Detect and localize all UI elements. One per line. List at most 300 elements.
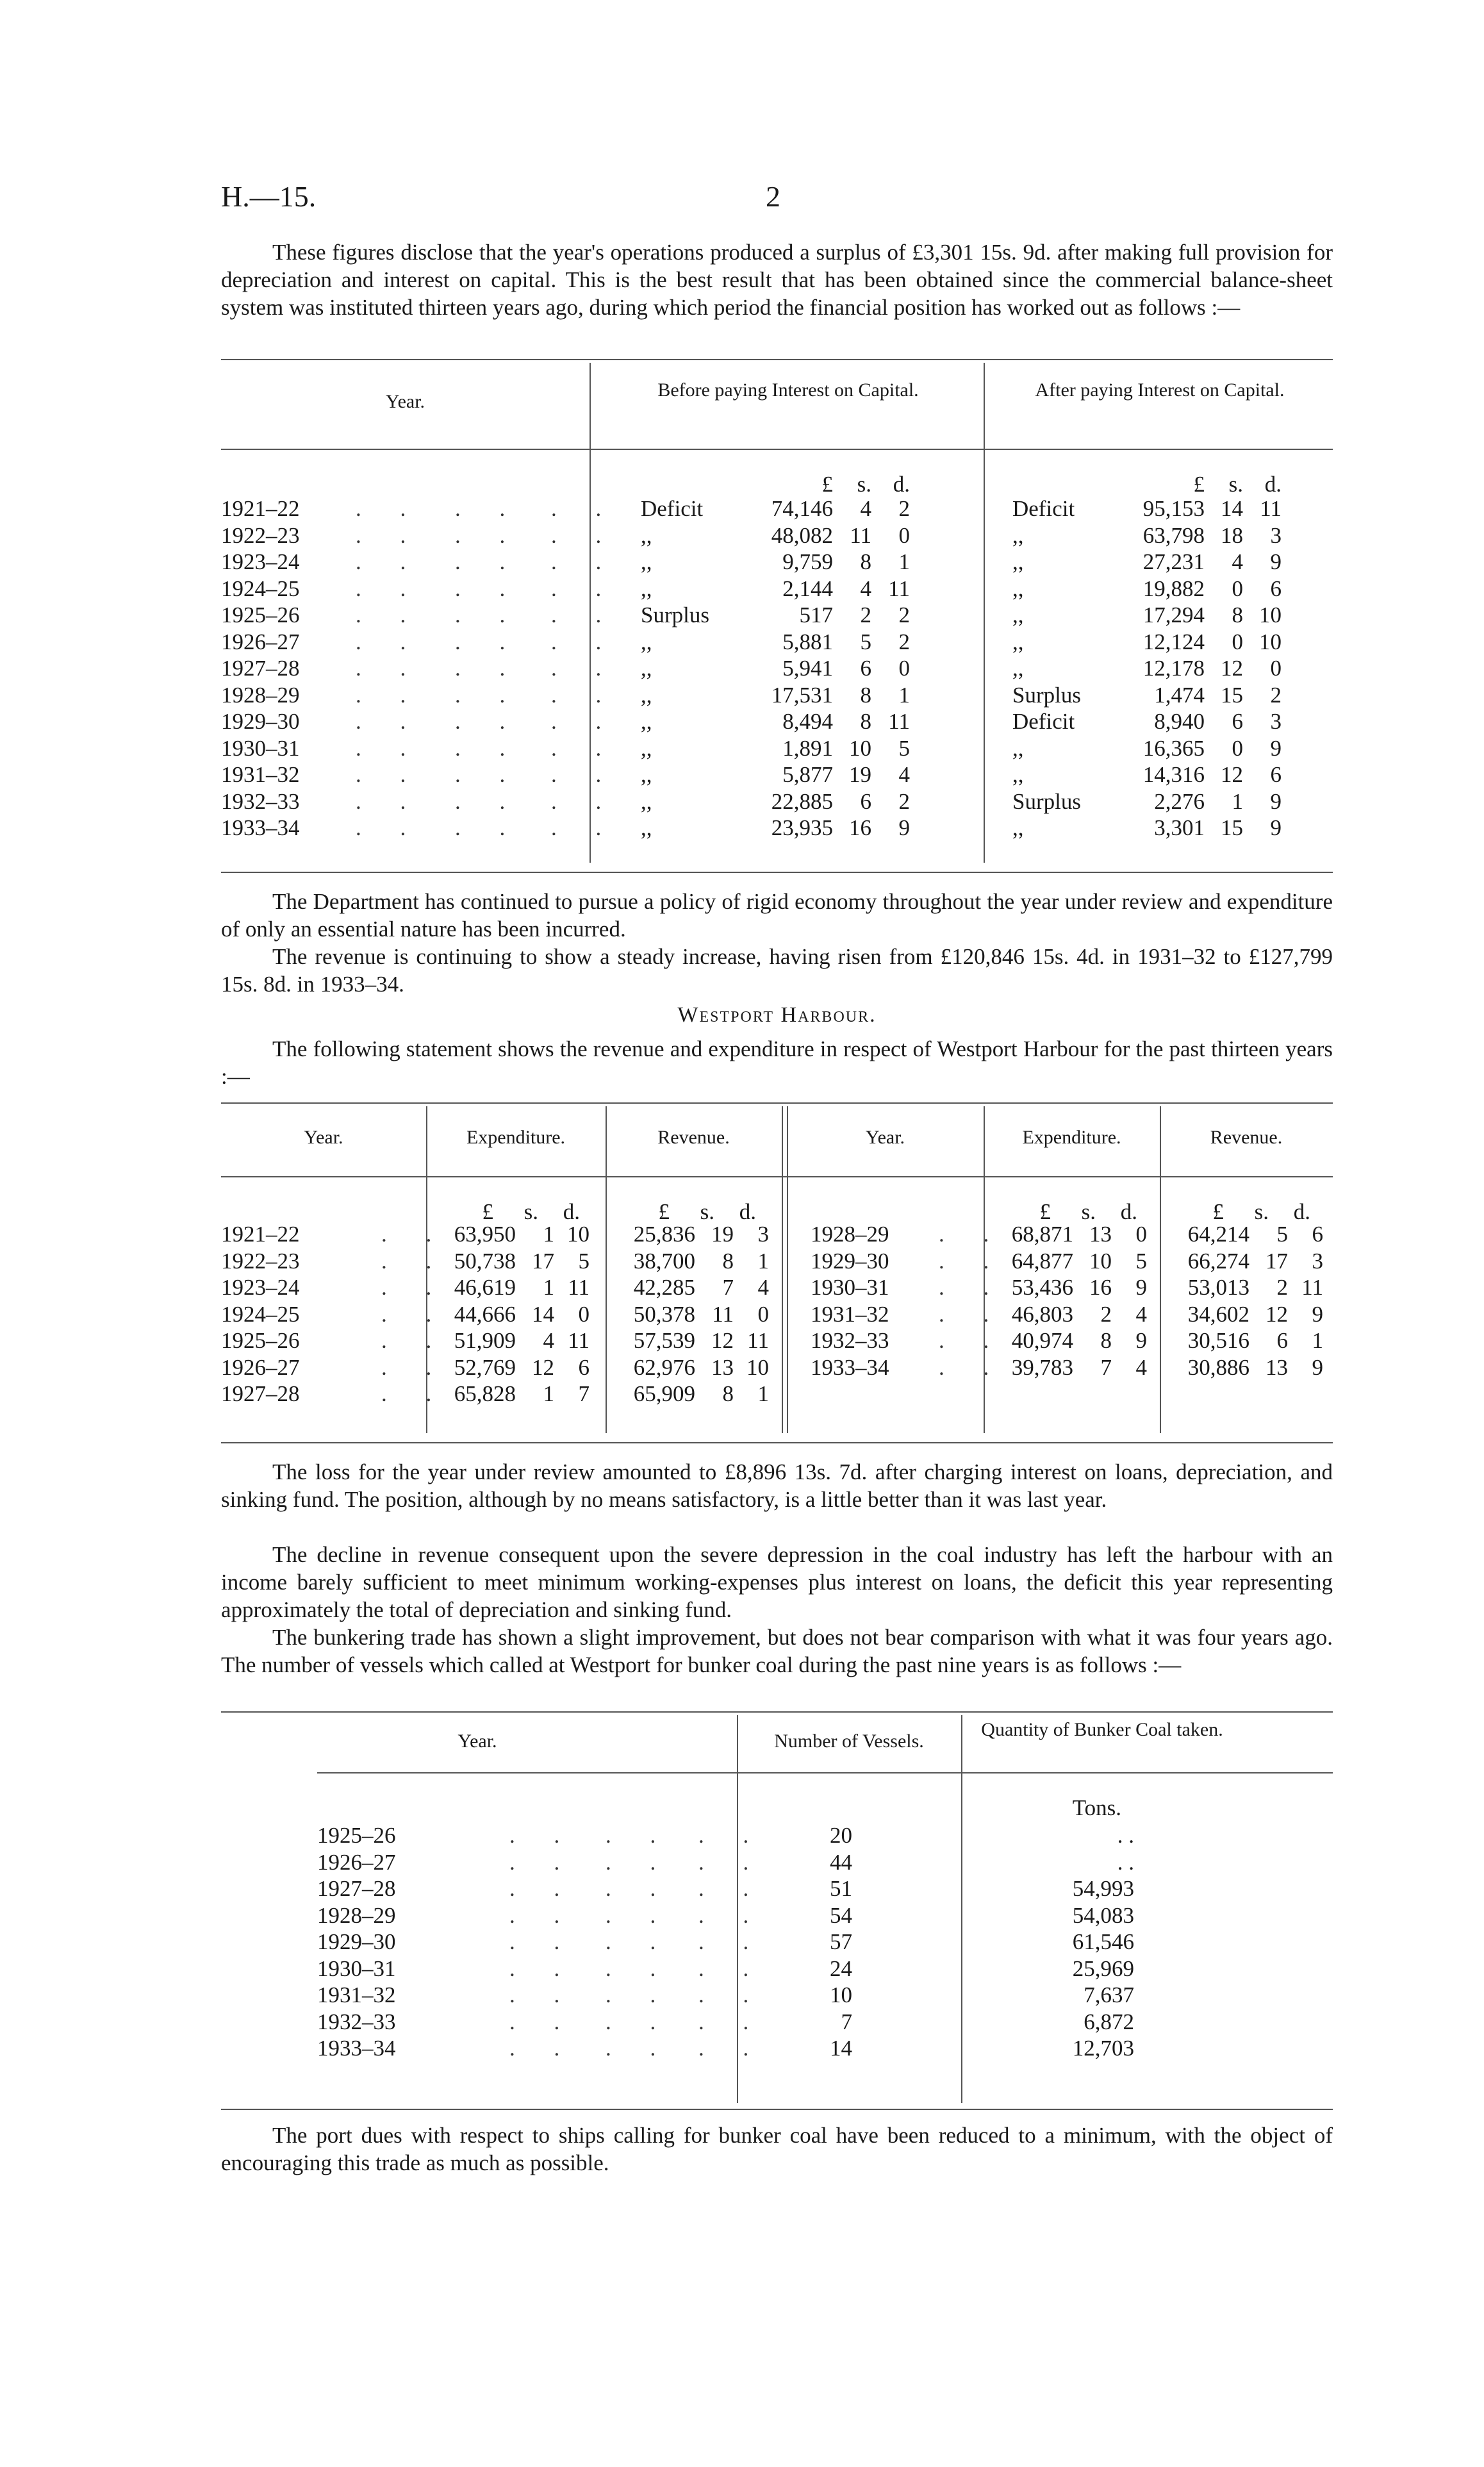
table2-rev-pence-right: 1 <box>1312 1328 1323 1353</box>
table2-exp-pounds-right: 64,877 <box>1011 1248 1073 1274</box>
table2-rev-pounds-right: 30,886 <box>1187 1354 1249 1380</box>
table1-after-label: ,, <box>1012 576 1024 601</box>
table3-vessels: 20 <box>830 1823 852 1848</box>
table3-year: 1929–30 <box>317 1929 396 1954</box>
table1-leader: . . <box>356 496 423 521</box>
t1-unit-s-after: s. <box>1228 472 1243 497</box>
table3-header-coal: Quantity of Bunker Coal taken. <box>981 1719 1223 1740</box>
table2-unit-d-exp-right: d. <box>1120 1199 1137 1224</box>
table2-rev-shillings-right: 12 <box>1266 1301 1288 1327</box>
document-reference: H.—15. <box>221 180 317 213</box>
table3-vessels: 51 <box>830 1876 852 1901</box>
table3-leader: . . <box>509 2036 577 2061</box>
table1-after-label: ,, <box>1012 602 1024 627</box>
table3-bottom-rule <box>221 2109 1333 2110</box>
table3-leader: . . <box>606 1956 673 1981</box>
table2-leader-right: . . <box>939 1328 1006 1353</box>
table1-after-shillings: 12 <box>1221 762 1243 787</box>
table1-year: 1926–27 <box>221 629 300 654</box>
table1-bottom-rule <box>221 872 1333 873</box>
table3-leader: . . <box>509 1982 577 2007</box>
table2-leader-right: . . <box>939 1354 1006 1380</box>
table2-exp-shillings-right: 2 <box>1100 1301 1112 1327</box>
table3-leader: . . <box>606 1849 673 1875</box>
table1-before-pounds: 5,877 <box>782 762 833 787</box>
table2-rev-shillings-right: 13 <box>1266 1354 1288 1380</box>
table2-exp-pence-left: 11 <box>568 1328 589 1353</box>
table2-rev-shillings-left: 12 <box>711 1328 734 1353</box>
table1-before-shillings: 8 <box>860 682 871 708</box>
table1-after-shillings: 15 <box>1221 815 1243 840</box>
table1-year: 1921–22 <box>221 496 300 521</box>
table2-rev-pence-left: 3 <box>757 1222 769 1247</box>
table1-after-pence: 3 <box>1270 522 1282 548</box>
table2-rev-pence-left: 11 <box>747 1328 769 1353</box>
table3-unit-tons: Tons. <box>1072 1795 1121 1820</box>
table2-exp-shillings-left: 1 <box>543 1275 554 1300</box>
table2-unit-s-exp-right: s. <box>1081 1199 1096 1224</box>
table1-after-label: Surplus <box>1012 788 1081 814</box>
table3-leader: . . <box>509 1956 577 1981</box>
table2-rev-pounds-left: 25,836 <box>633 1222 695 1247</box>
table2-leader-left: . . <box>381 1354 449 1380</box>
paragraph-port-dues <box>221 2122 1333 2177</box>
table1-leader: . . <box>551 602 618 627</box>
table2-exp-pence-right: 4 <box>1135 1354 1147 1380</box>
table3-top-rule <box>221 1711 1333 1713</box>
table2-exp-pounds-left: 52,769 <box>454 1354 516 1380</box>
table1-leader: . . <box>551 576 618 601</box>
table2-exp-pence-left: 7 <box>578 1381 589 1406</box>
table1-before-pence: 2 <box>898 602 910 627</box>
table1-before-pence: 2 <box>898 496 910 521</box>
table3-vessels: 7 <box>841 2009 852 2034</box>
table1-after-pounds: 16,365 <box>1142 735 1205 761</box>
paragraph-westport-intro <box>221 1035 1333 1090</box>
table2-exp-pence-right: 9 <box>1135 1275 1147 1300</box>
table1-after-pounds: 14,316 <box>1142 762 1205 787</box>
table2-exp-pence-left: 5 <box>578 1248 589 1274</box>
table1-leader: . . <box>455 549 522 574</box>
table2-exp-pounds-left: 51,909 <box>454 1328 516 1353</box>
table3-leader: . . <box>509 1902 577 1928</box>
table2-unit-d-rev-right: d. <box>1293 1199 1310 1224</box>
paragraph-economy <box>221 888 1333 943</box>
table1-leader: . . <box>455 656 522 681</box>
table1-before-pounds: 74,146 <box>771 496 833 521</box>
table1-after-label: ,, <box>1012 549 1024 574</box>
table1-after-label: ,, <box>1012 656 1024 681</box>
table3-tons: 12,703 <box>1072 2036 1134 2061</box>
table1-before-label: ,, <box>641 656 652 681</box>
t1-unit-l-before: £ <box>821 472 833 497</box>
table1-year: 1931–32 <box>221 762 300 787</box>
table2-exp-pounds-right: 53,436 <box>1011 1275 1073 1300</box>
table3-header-vessels: Number of Vessels. <box>774 1731 924 1752</box>
table1-before-pence: 1 <box>898 549 910 574</box>
table1-after-label: ,, <box>1012 762 1024 787</box>
table1-after-pence: 11 <box>1260 496 1282 521</box>
table3-header-rule <box>317 1772 1333 1773</box>
table2-exp-shillings-left: 17 <box>532 1248 554 1274</box>
table1-after-label: ,, <box>1012 522 1024 548</box>
table1-before-shillings: 19 <box>849 762 871 787</box>
table1-after-shillings: 1 <box>1232 788 1243 814</box>
table1-before-label: ,, <box>641 788 652 814</box>
table1-year: 1928–29 <box>221 682 300 708</box>
table2-rev-shillings-right: 17 <box>1266 1248 1288 1274</box>
table2-rev-pence-right: 11 <box>1301 1275 1323 1300</box>
table3-leader: . . <box>698 1902 766 1928</box>
table2-header-exp-right: Expenditure. <box>1022 1127 1121 1148</box>
table1-before-label: ,, <box>641 709 652 734</box>
table3-tons: 7,637 <box>1084 1982 1134 2007</box>
para5-text: The loss for the year under review amounted to £8,896 13s. 7d. after charging interest on loans, depreciation, and sinking fund. The position, although by no means satisfactory, is a little better than it was last year. <box>221 1459 1333 1512</box>
table1-before-pence: 2 <box>898 788 910 814</box>
table1-leader: . . <box>551 629 618 654</box>
table3-leader: . . <box>509 2009 577 2034</box>
table2-exp-pence-left: 10 <box>567 1222 589 1247</box>
table3-tons: . . <box>1117 1823 1134 1848</box>
table3-leader: . . <box>698 1876 766 1901</box>
t1-unit-d-before: d. <box>893 472 910 497</box>
table1-after-pounds: 1,474 <box>1154 682 1205 708</box>
table1-leader: . . <box>356 815 423 840</box>
table2-leader-right: . . <box>939 1275 1006 1300</box>
table2-rev-pence-left: 1 <box>757 1381 769 1406</box>
table2-exp-pounds-right: 46,803 <box>1011 1301 1073 1327</box>
table2-rev-pounds-right: 66,274 <box>1187 1248 1249 1274</box>
table1-after-shillings: 0 <box>1232 576 1243 601</box>
table2-exp-shillings-right: 8 <box>1100 1328 1112 1353</box>
table2-rev-shillings-right: 5 <box>1276 1222 1288 1247</box>
table2-rev-pounds-left: 42,285 <box>633 1275 695 1300</box>
table1-leader: . . <box>551 735 618 761</box>
table1-before-shillings: 10 <box>849 735 871 761</box>
intro-text: These figures disclose that the year's operations produced a surplus of £3,301 15s. 9d. after making full provision for depreciation and interest on capital. This is the best result that has been obtained since the commercial balance-sheet system was instituted thirteen years ago, during which period the financial position has worked out as follows :— <box>221 240 1333 320</box>
table2-year-left: 1923–24 <box>221 1275 300 1300</box>
table1-leader: . . <box>455 788 522 814</box>
table2-rev-pence-right: 9 <box>1312 1301 1323 1327</box>
table2-exp-pence-right: 0 <box>1135 1222 1147 1247</box>
table1-before-shillings: 6 <box>860 656 871 681</box>
table2-exp-shillings-right: 7 <box>1100 1354 1112 1380</box>
table1-leader: . . <box>356 602 423 627</box>
table3-year: 1930–31 <box>317 1956 396 1981</box>
table3-tons: 54,993 <box>1072 1876 1134 1901</box>
table2-exp-pence-right: 5 <box>1135 1248 1147 1274</box>
table2-exp-pence-right: 9 <box>1135 1328 1147 1353</box>
table3-year: 1933–34 <box>317 2036 396 2061</box>
para2-text: The Department has continued to pursue a policy of rigid economy throughout the year under review and expenditure of only an essential nature has been incurred. <box>221 889 1333 942</box>
table3-year: 1928–29 <box>317 1902 396 1928</box>
table1-before-pence: 5 <box>898 735 910 761</box>
table3-tons: 54,083 <box>1072 1902 1134 1928</box>
table2-year-right: 1930–31 <box>811 1275 889 1300</box>
table1-leader: . . <box>356 549 423 574</box>
table2-leader-left: . . <box>381 1222 449 1247</box>
table2-unit-s-rev-right: s. <box>1254 1199 1269 1224</box>
table3-header-year: Year. <box>458 1731 497 1752</box>
table2-exp-pounds-left: 50,738 <box>454 1248 516 1274</box>
table2-rev-shillings-right: 6 <box>1276 1328 1288 1353</box>
table2-header-exp-left: Expenditure. <box>466 1127 566 1148</box>
page-number: 2 <box>766 180 780 213</box>
table1-leader: . . <box>356 629 423 654</box>
table3-tons: 6,872 <box>1084 2009 1134 2034</box>
table3-year: 1925–26 <box>317 1823 396 1848</box>
table2-year-right: 1933–34 <box>811 1354 889 1380</box>
table1-before-shillings: 16 <box>849 815 871 840</box>
table1-after-pounds: 19,882 <box>1142 576 1205 601</box>
table2-rev-pence-right: 6 <box>1312 1222 1323 1247</box>
table2-rev-pence-left: 4 <box>757 1275 769 1300</box>
table2-exp-shillings-left: 1 <box>543 1222 554 1247</box>
table1-after-shillings: 15 <box>1221 682 1243 708</box>
table1-before-pence: 11 <box>888 576 910 601</box>
para6-text: The decline in revenue consequent upon the severe depression in the coal industry has left the harbour with an income barely sufficient to meet minimum working-expenses plus interest on loans, the deficit this year representing approximately the total of depreciation and sinking fund. <box>221 1542 1333 1622</box>
table2-rev-shillings-right: 2 <box>1276 1275 1288 1300</box>
table1-before-label: ,, <box>641 522 652 548</box>
table2-exp-pence-right: 4 <box>1135 1301 1147 1327</box>
para8-text: The port dues with respect to ships calling for bunker coal have been reduced to a minimum, with the object of encouraging this trade as much as possible. <box>221 2123 1333 2175</box>
table2-leader-right: . . <box>939 1301 1006 1327</box>
table2-unit-d-exp-left: d. <box>563 1199 580 1224</box>
table2-rev-shillings-left: 8 <box>722 1381 734 1406</box>
table1-leader: . . <box>455 762 522 787</box>
table1-after-pounds: 8,940 <box>1154 709 1205 734</box>
table1-leader: . . <box>455 815 522 840</box>
table3-year: 1932–33 <box>317 2009 396 2034</box>
para3-text: The revenue is continuing to show a steady increase, having risen from £120,846 15s. 4d. in 1931–32 to £127,799 15s. 8d. in 1933–34. <box>221 944 1333 997</box>
table1-before-pounds: 17,531 <box>771 682 833 708</box>
table2-leader-left: . . <box>381 1275 449 1300</box>
table2-exp-pounds-left: 44,666 <box>454 1301 516 1327</box>
table2-year-left: 1926–27 <box>221 1354 300 1380</box>
table1-after-pence: 2 <box>1270 682 1282 708</box>
table3-leader: . . <box>606 1982 673 2007</box>
table2-rev-shillings-left: 7 <box>722 1275 734 1300</box>
table1-leader: . . <box>551 496 618 521</box>
table3-tons: . . <box>1117 1849 1134 1875</box>
table2-rev-pence-right: 9 <box>1312 1354 1323 1380</box>
table2-exp-shillings-left: 14 <box>532 1301 554 1327</box>
table1-after-label: Deficit <box>1012 496 1075 521</box>
table2-year-left: 1924–25 <box>221 1301 300 1327</box>
table3-leader: . . <box>698 1823 766 1848</box>
table1-before-label: ,, <box>641 762 652 787</box>
table2-exp-pounds-right: 39,783 <box>1011 1354 1073 1380</box>
table1-after-pounds: 3,301 <box>1154 815 1205 840</box>
table2-exp-pounds-left: 65,828 <box>454 1381 516 1406</box>
table1-leader: . . <box>356 788 423 814</box>
table1-year: 1932–33 <box>221 788 300 814</box>
table2-year-right: 1928–29 <box>811 1222 889 1247</box>
table1-before-label: ,, <box>641 735 652 761</box>
table1-after-shillings: 0 <box>1232 735 1243 761</box>
table3-year: 1931–32 <box>317 1982 396 2007</box>
table1-before-label: ,, <box>641 629 652 654</box>
table1-leader: . . <box>356 576 423 601</box>
table1-before-shillings: 6 <box>860 788 871 814</box>
para4-text: The following statement shows the revenue and expenditure in respect of Westport Harbour for the past thirteen years :— <box>221 1036 1333 1089</box>
table2-exp-shillings-right: 13 <box>1089 1222 1112 1247</box>
table1-before-shillings: 8 <box>860 709 871 734</box>
table3-leader: . . <box>698 1956 766 1981</box>
table1-before-pounds: 22,885 <box>771 788 833 814</box>
table1-leader: . . <box>356 656 423 681</box>
table2-leader-left: . . <box>381 1328 449 1353</box>
table2-unit-s-rev-left: s. <box>700 1199 714 1224</box>
table3-leader: . . <box>698 2009 766 2034</box>
table1-before-pence: 0 <box>898 522 910 548</box>
table1-after-shillings: 4 <box>1232 549 1243 574</box>
table3-vessels: 24 <box>830 1956 852 1981</box>
table2-rev-pounds-left: 65,909 <box>633 1381 695 1406</box>
table2-year-left: 1927–28 <box>221 1381 300 1406</box>
table3-vessels: 14 <box>830 2036 852 2061</box>
t1-unit-s-before: s. <box>857 472 871 497</box>
table3-vessels: 54 <box>830 1902 852 1928</box>
table2-leader-left: . . <box>381 1381 449 1406</box>
table1-before-shillings: 2 <box>860 602 871 627</box>
table1-after-pounds: 95,153 <box>1142 496 1205 521</box>
table2-header-year-left: Year. <box>304 1127 343 1148</box>
table2-leader-left: . . <box>381 1248 449 1274</box>
table1-before-shillings: 5 <box>860 629 871 654</box>
table3-leader: . . <box>606 1823 673 1848</box>
table3-tons: 25,969 <box>1072 1956 1134 1981</box>
table1-leader: . . <box>551 815 618 840</box>
table1-before-label: ,, <box>641 682 652 708</box>
table3-leader: . . <box>698 1929 766 1954</box>
table3-leader: . . <box>606 2009 673 2034</box>
table1-after-pence: 0 <box>1270 656 1282 681</box>
table1-leader: . . <box>356 522 423 548</box>
table1-header-after: After paying Interest on Capital. <box>1035 379 1285 401</box>
table2-rev-pounds-left: 50,378 <box>633 1301 695 1327</box>
table1-before-pounds: 2,144 <box>782 576 833 601</box>
t1-unit-l-after: £ <box>1193 472 1205 497</box>
table1-leader: . . <box>551 788 618 814</box>
table3-leader: . . <box>698 1982 766 2007</box>
table1-before-pounds: 23,935 <box>771 815 833 840</box>
table2-rev-shillings-left: 8 <box>722 1248 734 1274</box>
table2-rev-pounds-right: 34,602 <box>1187 1301 1249 1327</box>
table2-year-left: 1921–22 <box>221 1222 300 1247</box>
table2-divider-3a <box>782 1106 783 1433</box>
table2-leader-right: . . <box>939 1248 1006 1274</box>
table1-after-shillings: 18 <box>1221 522 1243 548</box>
table1-before-pounds: 9,759 <box>782 549 833 574</box>
intro-paragraph <box>221 238 1333 321</box>
t1-unit-d-after: d. <box>1264 472 1282 497</box>
table3-leader: . . <box>698 1849 766 1875</box>
table2-unit-l-exp-right: £ <box>1039 1199 1051 1224</box>
table3-leader: . . <box>606 1876 673 1901</box>
table2-year-right: 1929–30 <box>811 1248 889 1274</box>
table3-leader: . . <box>606 1929 673 1954</box>
table1-leader: . . <box>551 709 618 734</box>
table1-after-pence: 6 <box>1270 762 1282 787</box>
table1-before-label: ,, <box>641 549 652 574</box>
table2-header-rule <box>221 1176 1333 1177</box>
table1-before-pence: 0 <box>898 656 910 681</box>
table1-after-shillings: 8 <box>1232 602 1243 627</box>
table2-exp-shillings-right: 16 <box>1089 1275 1112 1300</box>
table2-leader-left: . . <box>381 1301 449 1327</box>
table1-leader: . . <box>455 602 522 627</box>
table1-year: 1923–24 <box>221 549 300 574</box>
table1-header-year: Year. <box>385 391 425 412</box>
table1-after-pence: 10 <box>1259 629 1282 654</box>
table1-leader: . . <box>455 709 522 734</box>
table1-after-pence: 3 <box>1270 709 1282 734</box>
table2-header-year-right: Year. <box>865 1127 905 1148</box>
table1-after-shillings: 6 <box>1232 709 1243 734</box>
table2-top-rule <box>221 1102 1333 1104</box>
table2-rev-pence-left: 1 <box>757 1248 769 1274</box>
table3-leader: . . <box>509 1876 577 1901</box>
table1-divider-2 <box>984 363 985 863</box>
table1-before-pounds: 48,082 <box>771 522 833 548</box>
table1-year: 1925–26 <box>221 602 300 627</box>
table1-before-pounds: 1,891 <box>782 735 833 761</box>
table1-leader: . . <box>551 762 618 787</box>
table1-top-rule <box>221 359 1333 360</box>
table1-leader: . . <box>551 522 618 548</box>
table1-after-label: ,, <box>1012 629 1024 654</box>
table1-before-label: ,, <box>641 815 652 840</box>
table1-before-pounds: 5,881 <box>782 629 833 654</box>
table2-exp-shillings-left: 4 <box>543 1328 554 1353</box>
table1-before-pounds: 517 <box>799 602 833 627</box>
table3-leader: . . <box>698 2036 766 2061</box>
table1-leader: . . <box>455 522 522 548</box>
table1-after-pounds: 27,231 <box>1142 549 1205 574</box>
table2-exp-pence-left: 0 <box>578 1301 589 1327</box>
table2-unit-d-rev-left: d. <box>739 1199 756 1224</box>
table1-after-pence: 9 <box>1270 549 1282 574</box>
table1-before-label: Deficit <box>641 496 704 521</box>
table2-exp-pence-left: 11 <box>568 1275 589 1300</box>
table1-after-pence: 10 <box>1259 602 1282 627</box>
table1-after-pence: 6 <box>1270 576 1282 601</box>
table2-rev-pence-right: 3 <box>1312 1248 1323 1274</box>
table2-rev-shillings-left: 19 <box>711 1222 734 1247</box>
table2-header-rev-left: Revenue. <box>657 1127 730 1148</box>
table2-exp-shillings-left: 12 <box>532 1354 554 1380</box>
table3-year: 1926–27 <box>317 1849 396 1875</box>
paragraph-decline <box>221 1541 1333 1624</box>
para7-text: The bunkering trade has shown a slight improvement, but does not bear comparison with what it was four years ago. The number of vessels which called at Westport for bunker coal during the past nine years is as follows :— <box>221 1625 1333 1677</box>
table1-after-pounds: 2,276 <box>1154 788 1205 814</box>
table2-rev-shillings-left: 13 <box>711 1354 734 1380</box>
table3-leader: . . <box>509 1849 577 1875</box>
table2-year-right: 1931–32 <box>811 1301 889 1327</box>
table2-rev-pounds-right: 30,516 <box>1187 1328 1249 1353</box>
table1-header-before: Before paying Interest on Capital. <box>657 379 919 401</box>
table2-rev-pence-left: 10 <box>746 1354 769 1380</box>
table1-leader: . . <box>455 682 522 708</box>
table1-year: 1924–25 <box>221 576 300 601</box>
table3-vessels: 44 <box>830 1849 852 1875</box>
table2-year-left: 1922–23 <box>221 1248 300 1274</box>
table1-before-shillings: 4 <box>860 576 871 601</box>
table1-after-pence: 9 <box>1270 815 1282 840</box>
table1-before-shillings: 11 <box>850 522 871 548</box>
table2-divider-3b <box>787 1106 788 1433</box>
